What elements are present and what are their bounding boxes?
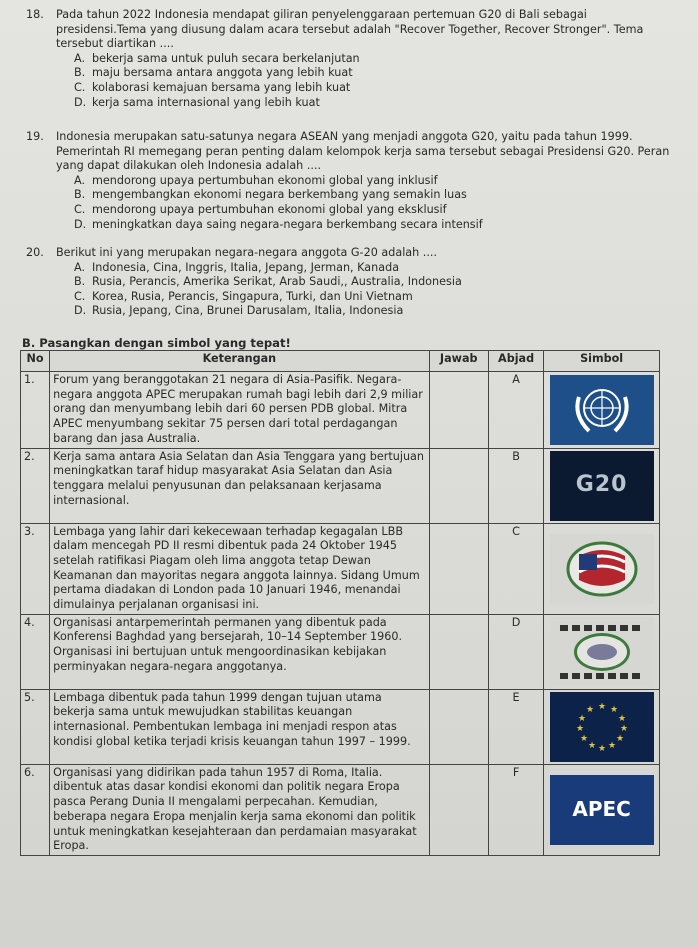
svg-text:★: ★ [579,733,588,744]
svg-text:★: ★ [597,743,606,754]
symbol-cell [544,372,660,449]
row-number: 4. [21,614,50,689]
row-description: Organisasi yang didirikan pada tahun 1957 di Roma, Italia. dibentuk atas dasar kondisi ekonomi dan politik negara Eropa pasca Perang Dunia II mengalami perpecahan. Kemudian, beberapa negara Eropa menjalin kerja sama ekonomi dan politik untuk meningkatkan kesejahteraan dan perdamaian masyarakat Eropa. [50,764,429,855]
row-description: Lembaga yang lahir dari kekecewaan terhadap kegagalan LBB dalam mencegah PD II resmi dibentuk pada 24 Oktober 1945 setelah ratifikasi Piagam oleh lima anggota tetap Dewan Keamanan dan mayoritas negara anggota lainnya. Sidang Umum pertama diadakan di London pada 10 Januari 1946, menandai dimulainya perjalanan organisasi ini. [50,523,429,614]
header-jawab: Jawab [429,351,488,372]
apec-logo-icon: APEC [550,775,654,845]
answer-cell[interactable] [429,614,488,689]
question-18 [26,8,676,110]
row-number: 1. [21,372,50,449]
row-description: Kerja sama antara Asia Selatan dan Asia Tenggara yang bertujuan meningkatkan taraf hidup masyarakat Asia Selatan dan Asia tenggara melalui penyusunan dan pelaksanaan kerjasama internasional. [50,448,429,523]
g20-logo-icon: G20 [550,451,654,521]
decorative-bar [560,625,644,631]
table-header-row [21,351,660,372]
option-a[interactable]: A. bekerja sama untuk puluh secara berkelanjutan [74,51,360,65]
answer-cell[interactable] [429,523,488,614]
row-number: 5. [21,689,50,764]
answer-cell[interactable] [429,372,488,449]
row-letter: A [488,372,543,449]
table-row [21,372,660,449]
table-row [21,764,660,855]
symbol-cell [544,448,660,523]
svg-text:★: ★ [607,740,616,751]
svg-text:★: ★ [609,704,618,715]
row-description: Lembaga dibentuk pada tahun 1999 dengan tujuan utama bekerja sama untuk mewujudkan stabilitas keuangan internasional. Pembentukan lembaga ini menjadi respon atas kondisi global ketika terjadi krisis keuangan tahun 1997 – 1999. [50,689,429,764]
row-letter: E [488,689,543,764]
row-description: Forum yang beranggotakan 21 negara di Asia-Pasifik. Negara-negara anggota APEC merupakan rumah bagi lebih dari 2,9 miliar orang dan menyumbang lebih dari 60 persen PDB global. Mitra APEC menyumbang sekitar 75 persen dari total perdagangan barang dan jasa Australia. [50,372,429,449]
question-stem: Pada tahun 2022 Indonesia mendapat giliran penyelenggaraan pertemuan G20 di Bali sebagai presidensi.Tema yang diusung dalam acara tersebut adalah "Recover Together, Recover Stronger". Tema tersebut diartikan .... [56,8,644,51]
question-19 [26,130,676,232]
option-d[interactable]: D. meningkatkan daya saing negara-negara berkembang secara intensif [74,217,483,231]
svg-text:★: ★ [615,733,624,744]
svg-text:★: ★ [577,713,586,724]
svg-text:★: ★ [619,723,628,734]
question-20 [26,246,676,319]
svg-text:★: ★ [575,723,584,734]
svg-text:★: ★ [617,713,626,724]
row-letter: B [488,448,543,523]
table-row [21,523,660,614]
answer-cell[interactable] [429,764,488,855]
header-keterangan: Keterangan [50,351,429,372]
option-c[interactable]: C. kolaborasi kemajuan bersama yang lebih kuat [74,80,351,94]
table-row [21,448,660,523]
option-a[interactable]: A. Indonesia, Cina, Inggris, Italia, Jepang, Jerman, Kanada [74,260,400,274]
option-c[interactable]: C. mendorong upaya pertumbuhan ekonomi global yang eksklusif [74,202,447,216]
row-letter: D [488,614,543,689]
header-simbol: Simbol [544,351,660,372]
option-b[interactable]: B. mengembangkan ekonomi negara berkembang yang semakin luas [74,188,467,202]
section-b-heading: B. Pasangkan dengan simbol yang tepat! [22,336,291,350]
option-a[interactable]: A. mendorong upaya pertumbuhan ekonomi global yang inklusif [74,173,438,187]
row-number: 2. [21,448,50,523]
pin-emblem-icon [550,617,654,687]
row-number: 6. [21,764,50,855]
decorative-bar [560,673,644,679]
flag-globe-icon [550,534,654,604]
answer-cell[interactable] [429,448,488,523]
symbol-cell [544,689,660,764]
option-d[interactable]: D. Rusia, Jepang, Cina, Brunei Darusalam, Italia, Indonesia [74,304,404,318]
table-row [21,614,660,689]
table-row [21,689,660,764]
row-letter: F [488,764,543,855]
question-number: 18. [26,8,44,21]
question-number: 19. [26,130,44,143]
row-letter: C [488,523,543,614]
symbol-cell [544,764,660,855]
row-description: Organisasi antarpemerintah permanen yang dibentuk pada Konferensi Baghdad yang bersejarah, 10–14 September 1960. Organisasi ini bertujuan untuk mengoordinasikan kebijakan perminyakan negara-negara anggotanya. [50,614,429,689]
question-stem: Indonesia merupakan satu-satunya negara ASEAN yang menjadi anggota G20, yaitu pada tahun 1999. Pemerintah RI memegang peran penting dalam kelompok kerja sama tersebut sebagai Presidensi G20. Peran yang dapat dilakukan oleh Indonesia adalah .... [56,130,670,173]
symbol-cell [544,523,660,614]
ring-shape [574,633,630,671]
un-emblem-icon [550,375,654,445]
svg-text:★: ★ [585,704,594,715]
row-number: 3. [21,523,50,614]
option-b[interactable]: B. Rusia, Perancis, Amerika Serikat, Arab Saudi,, Australia, Indonesia [74,275,462,289]
option-b[interactable]: B. maju bersama antara anggota yang lebih kuat [74,66,353,80]
answer-cell[interactable] [429,689,488,764]
eu-stars-icon [550,692,654,762]
header-no: No [21,351,50,372]
option-c[interactable]: C. Korea, Rusia, Perancis, Singapura, Turki, dan Uni Vietnam [74,289,413,303]
option-d[interactable]: D. kerja sama internasional yang lebih kuat [74,95,320,109]
matching-table [20,350,660,856]
symbol-cell [544,614,660,689]
svg-text:★: ★ [597,701,606,712]
question-stem: Berikut ini yang merupakan negara-negara anggota G-20 adalah .... [56,246,438,259]
question-number: 20. [26,246,44,259]
svg-text:★: ★ [587,740,596,751]
header-abjad: Abjad [488,351,543,372]
